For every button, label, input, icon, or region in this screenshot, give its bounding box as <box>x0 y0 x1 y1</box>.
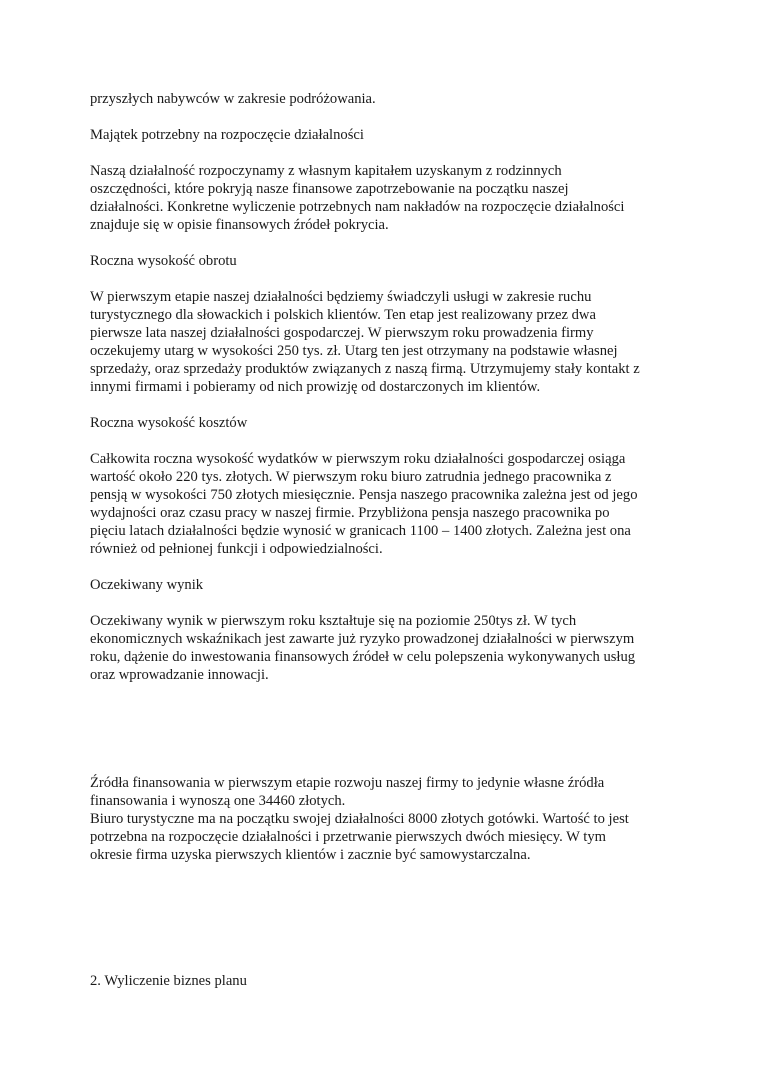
text-line: W pierwszym etapie naszej działalności będziemy świadczyli usługi w zakresie ruchu <box>90 289 592 305</box>
blank-space <box>90 702 690 774</box>
text-line: pensją w wysokości 750 złotych miesięcznie. Pensja naszego pracownika zależna jest od jego <box>90 487 638 503</box>
blank-space <box>90 882 690 972</box>
costs-paragraph <box>90 450 690 558</box>
text-line: oszczędności, które pokryją nasze finansowe zapotrzebowanie na początku naszej <box>90 181 569 197</box>
costs-heading: Roczna wysokość kosztów <box>90 415 248 431</box>
assets-heading: Majątek potrzebny na rozpoczęcie działalności <box>90 127 364 143</box>
text-line: Biuro turystyczne ma na początku swojej działalności 8000 złotych gotówki. Wartość to jest <box>90 811 629 827</box>
text-line: potrzebna na rozpoczęcie działalności i przetrwanie pierwszych dwóch miesięcy. W tym <box>90 829 606 845</box>
text-line: Całkowita roczna wysokość wydatków w pierwszym roku działalności gospodarczej osiąga <box>90 451 626 467</box>
text-line: sprzedaży, oraz sprzedaży produktów związanych z naszą firmą. Utrzymujemy stały kontakt z <box>90 361 640 377</box>
text-line: Naszą działalność rozpoczynamy z własnym kapitałem uzyskanym z rodzinnych <box>90 163 562 179</box>
text-line: roku, dążenie do inwestowania finansowych źródeł w celu polepszenia wykonywanych usług <box>90 649 636 665</box>
document-page <box>90 90 690 1008</box>
text-line: działalności. Konkretne wyliczenie potrzebnych nam nakładów na rozpoczęcie działalności <box>90 199 625 215</box>
text-line: wartość około 220 tys. złotych. W pierwszym roku biuro zatrudnia jednego pracownika z <box>90 469 612 485</box>
text-line: oraz wprowadzanie innowacji. <box>90 667 269 683</box>
text-line: oczekujemy utarg w wysokości 250 tys. zł. Utarg ten jest otrzymany na podstawie własnej <box>90 343 618 359</box>
assets-paragraph <box>90 162 690 234</box>
text-line: pięciu latach działalności będzie wynosić w granicach 1100 – 1400 złotych. Zależna jest ona <box>90 523 631 539</box>
text-line: przyszłych nabywców w zakresie podróżowania. <box>90 91 376 107</box>
text-line: wydajności oraz czasu pracy w naszej firmie. Przybliżona pensja naszego pracownika po <box>90 505 610 521</box>
text-line: również od pełnionej funkcji i odpowiedzialności. <box>90 541 383 557</box>
intro-paragraph <box>90 90 690 108</box>
text-line: innymi firmami i pobieramy od nich prowizję od dostarczonych im klientów. <box>90 379 541 395</box>
calculation-heading: 2. Wyliczenie biznes planu <box>90 973 247 989</box>
text-line: Źródła finansowania w pierwszym etapie rozwoju naszej firmy to jedynie własne źródła <box>90 775 605 791</box>
text-line: Oczekiwany wynik w pierwszym roku kształtuje się na poziomie 250tys zł. W tych <box>90 613 577 629</box>
expected-paragraph <box>90 612 690 684</box>
text-line: ekonomicznych wskaźnikach jest zawarte już ryzyko prowadzonej działalności w pierwszym <box>90 631 635 647</box>
financing-paragraph <box>90 774 690 864</box>
text-line: pierwsze lata naszej działalności gospodarczej. W pierwszym roku prowadzenia firmy <box>90 325 594 341</box>
text-line: okresie firma uzyska pierwszych klientów i zacznie być samowystarczalna. <box>90 847 531 863</box>
text-line: finansowania i wynoszą one 34460 złotych. <box>90 793 346 809</box>
expected-heading: Oczekiwany wynik <box>90 577 204 593</box>
text-line: znajduje się w opisie finansowych źródeł pokrycia. <box>90 217 389 233</box>
turnover-heading: Roczna wysokość obrotu <box>90 253 237 269</box>
turnover-paragraph <box>90 288 690 396</box>
text-line: turystycznego dla słowackich i polskich klientów. Ten etap jest realizowany przez dwa <box>90 307 596 323</box>
